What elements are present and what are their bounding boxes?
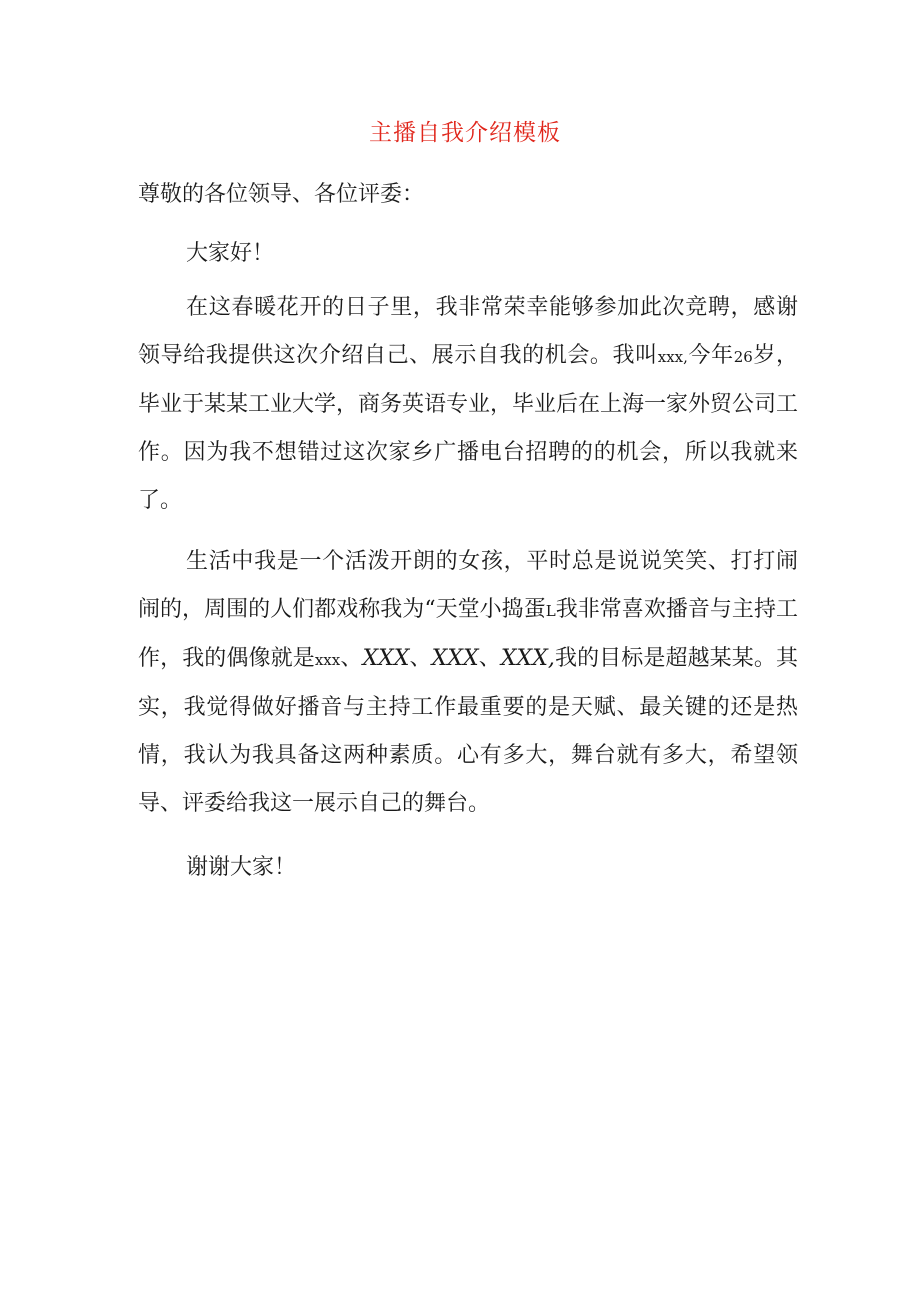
greeting-paragraph: 大家好！	[186, 241, 275, 266]
name-placeholder: xxx,	[657, 348, 688, 366]
idol-separator-1: 、	[340, 646, 363, 671]
personality-text-c: 我的目标是超越某某。其实，我觉得做好播音与主持工作最重要的是天赋、最关键的还是热情，我认为我具备这两种素质。心有多大，舞台就有多大，希望领导、评委给我这一展示自己的舞台。	[138, 646, 798, 816]
age-value: 26	[733, 348, 753, 366]
closing-paragraph: 谢谢大家！	[186, 855, 297, 880]
idol-name-1: xxx	[314, 651, 341, 669]
salutation: 尊敬的各位领导、各位评委：	[138, 182, 425, 207]
idol-name-3: XXX	[431, 646, 479, 671]
intro-text-c: 岁，毕业于某某工业大学，商务英语专业，毕业后在上海一家外贸公司工作。因为我不想错过这次家乡广播电台招聘的的机会，所以我就来了。	[138, 343, 799, 513]
personality-text-a: 生活中我是一个活泼开朗的女孩，平时总是说说笑笑、打打闹闹的，周围的人们都戏称我为“天堂小捣蛋	[138, 549, 798, 622]
intro-text-b: 今年	[687, 343, 734, 368]
idol-name-4: XXX,	[500, 646, 555, 671]
intro-paragraph	[138, 284, 798, 525]
stray-mark: L	[545, 602, 556, 620]
idol-separator-2: 、	[409, 646, 432, 671]
document-title: 主播自我介绍模板	[369, 120, 561, 146]
idol-separator-3: 、	[478, 646, 501, 671]
idol-name-2: XXX	[362, 646, 410, 671]
personality-text-b: 我非常喜欢播音与主持工作，我的偶像就是	[138, 597, 798, 671]
personality-paragraph	[138, 538, 798, 828]
intro-text-a: 在这春暖花开的日子里，我非常荣幸能够参加此次竞聘，感谢领导给我提供这次介绍自己、展示自我的机会。我叫	[138, 295, 798, 368]
